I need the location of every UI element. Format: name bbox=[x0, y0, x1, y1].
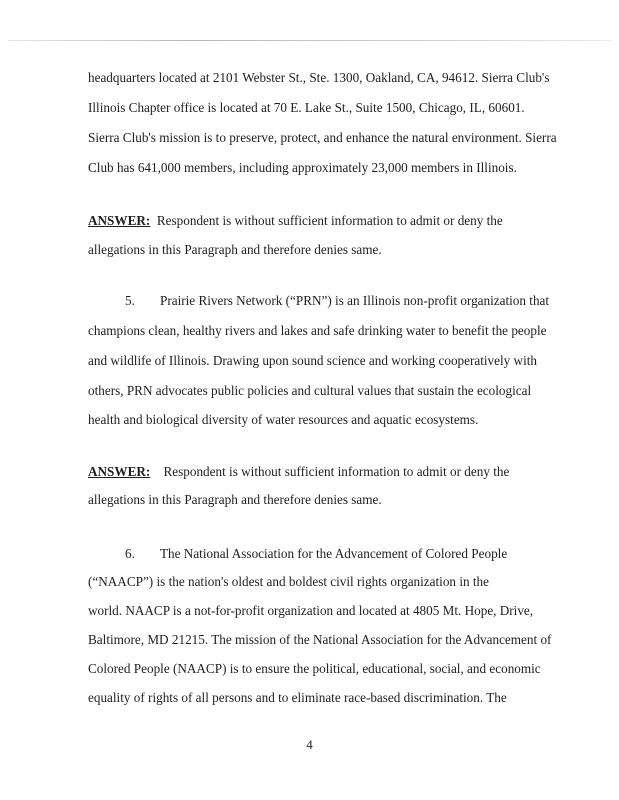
para5-line-5: health and biological diversity of water resources and aquatic ecosystems. bbox=[88, 412, 479, 427]
para4-line-4: Club has 641,000 members, including approximately 23,000 members in Illinois. bbox=[88, 160, 517, 175]
answer-1-line-2: allegations in this Paragraph and therefore denies same. bbox=[88, 242, 382, 257]
answer-1-line-1 bbox=[88, 213, 503, 229]
para5-line-2: champions clean, healthy rivers and lakes and safe drinking water to benefit the people bbox=[88, 323, 547, 338]
para6-line-1: The National Association for the Advancement of Colored People bbox=[160, 546, 508, 561]
para6-number: 6. bbox=[125, 546, 135, 561]
para6-line-5: Colored People (NAACP) is to ensure the political, educational, social, and economic bbox=[88, 661, 541, 676]
para4-line-2: Illinois Chapter office is located at 70 E. Lake St., Suite 1500, Chicago, IL, 60601. bbox=[88, 100, 525, 115]
para5-number: 5. bbox=[125, 293, 135, 308]
para5-line-3: and wildlife of Illinois. Drawing upon sound science and working cooperatively with bbox=[88, 353, 538, 368]
answer-2-label: ANSWER: bbox=[88, 464, 151, 479]
answer-1-label: ANSWER: bbox=[88, 213, 151, 228]
page-number: 4 bbox=[306, 737, 313, 752]
para5-line-4: others, PRN advocates public policies and cultural values that sustain the ecological bbox=[88, 383, 532, 398]
answer-2-text: Respondent is without sufficient information to admit or deny the bbox=[163, 464, 510, 479]
para6-line-3: world. NAACP is a not-for-profit organization and located at 4805 Mt. Hope, Drive, bbox=[88, 603, 534, 618]
para4-line-3: Sierra Club's mission is to preserve, protect, and enhance the natural environment. Sierra bbox=[88, 130, 557, 145]
para5-line-1: Prairie Rivers Network (“PRN”) is an Illinois non-profit organization that bbox=[160, 293, 550, 308]
answer-1-text: Respondent is without sufficient information to admit or deny the bbox=[156, 213, 503, 228]
para6-line-4: Baltimore, MD 21215. The mission of the National Association for the Advancement of bbox=[88, 632, 552, 647]
para4-line-1: headquarters located at 2101 Webster St., Ste. 1300, Oakland, CA, 94612. Sierra Club's bbox=[88, 70, 550, 85]
answer-2-line-1 bbox=[88, 464, 509, 480]
para6-line-6: equality of rights of all persons and to eliminate race-based discrimination. The bbox=[88, 690, 507, 705]
answer-2-line-2: allegations in this Paragraph and therefore denies same. bbox=[88, 492, 382, 507]
para6-line-2: (“NAACP”) is the nation's oldest and boldest civil rights organization in the bbox=[88, 574, 489, 589]
